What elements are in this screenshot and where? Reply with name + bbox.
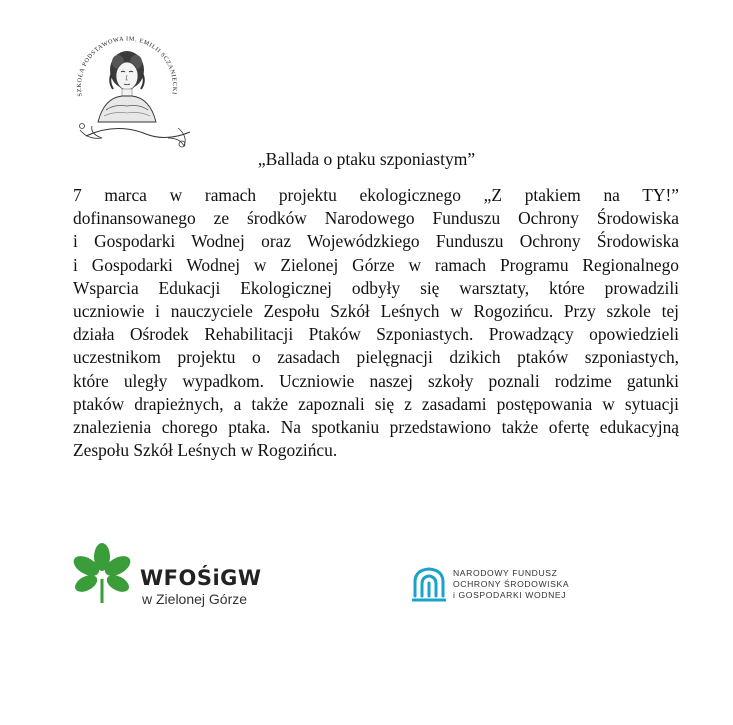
wfosigw-logo [70, 543, 270, 613]
school-logo-arc-text: SZKOŁA PODSTAWOWA IM. EMILII SCZANIECKI [75, 35, 179, 97]
article-line: znalezienia chorego ptaka. Na spotkaniu przedstawiono także ofertę edukacyjną [73, 417, 679, 438]
article-line: które uległy wypadkom. Uczniowie naszej szkoły poznali rodzime gatunki [73, 370, 679, 391]
school-portrait-emblem [60, 18, 195, 158]
wfosigw-subtitle: w Zielonej Górze [142, 591, 248, 607]
article-line: Zespołu Szkół Leśnych w Rogozińcu. [73, 440, 338, 461]
article-line: Wsparcia Edukacji Ekologicznej odbyły się warsztaty, które prowadzili [73, 277, 679, 298]
article-line: 7 marca w ramach projektu ekologicznego „Z ptakiem na TY!” [73, 185, 679, 205]
article-line: i Gospodarki Wodnej oraz Wojewódzkiego Funduszu Ochrony Środowiska [73, 231, 679, 252]
article-line: uczniowie i nauczyciele Zespołu Szkół Leśnych w Rogozińcu. Przy szkole tej [73, 301, 679, 322]
article-line: i Gospodarki Wodnej w Zielonej Górze w ramach Programu Regionalnego [73, 254, 679, 275]
chestnut-leaf-icon [70, 543, 134, 607]
nfosigw-tree-icon [412, 566, 446, 602]
article-line: ptaków drapieżnych, a także zapoznali się z zasadami postępowania w sytuacji [73, 393, 679, 414]
school-logo [60, 18, 195, 158]
article-line: działa Ośrodek Rehabilitacji Ptaków Szponiastych. Prowadzący opowiedzieli [73, 324, 679, 345]
wfosigw-name: WFOŚiGW [140, 566, 262, 590]
nfosigw-line-3: i GOSPODARKI WODNEJ [453, 590, 567, 600]
article-line: dofinansowanego ze środków Narodowego Funduszu Ochrony Środowiska [73, 208, 679, 229]
article-line: uczestnikom projektu o zasadach pielęgnacji dzikich ptaków szponiastych, [73, 347, 679, 368]
article-body [73, 184, 679, 462]
nfosigw-name [453, 568, 569, 601]
nfosigw-line-2: OCHRONY ŚRODOWISKA [453, 579, 570, 589]
article-title: „Ballada o ptaku szponiastym” [257, 149, 476, 169]
nfosigw-line-1: NARODOWY FUNDUSZ [453, 568, 558, 578]
